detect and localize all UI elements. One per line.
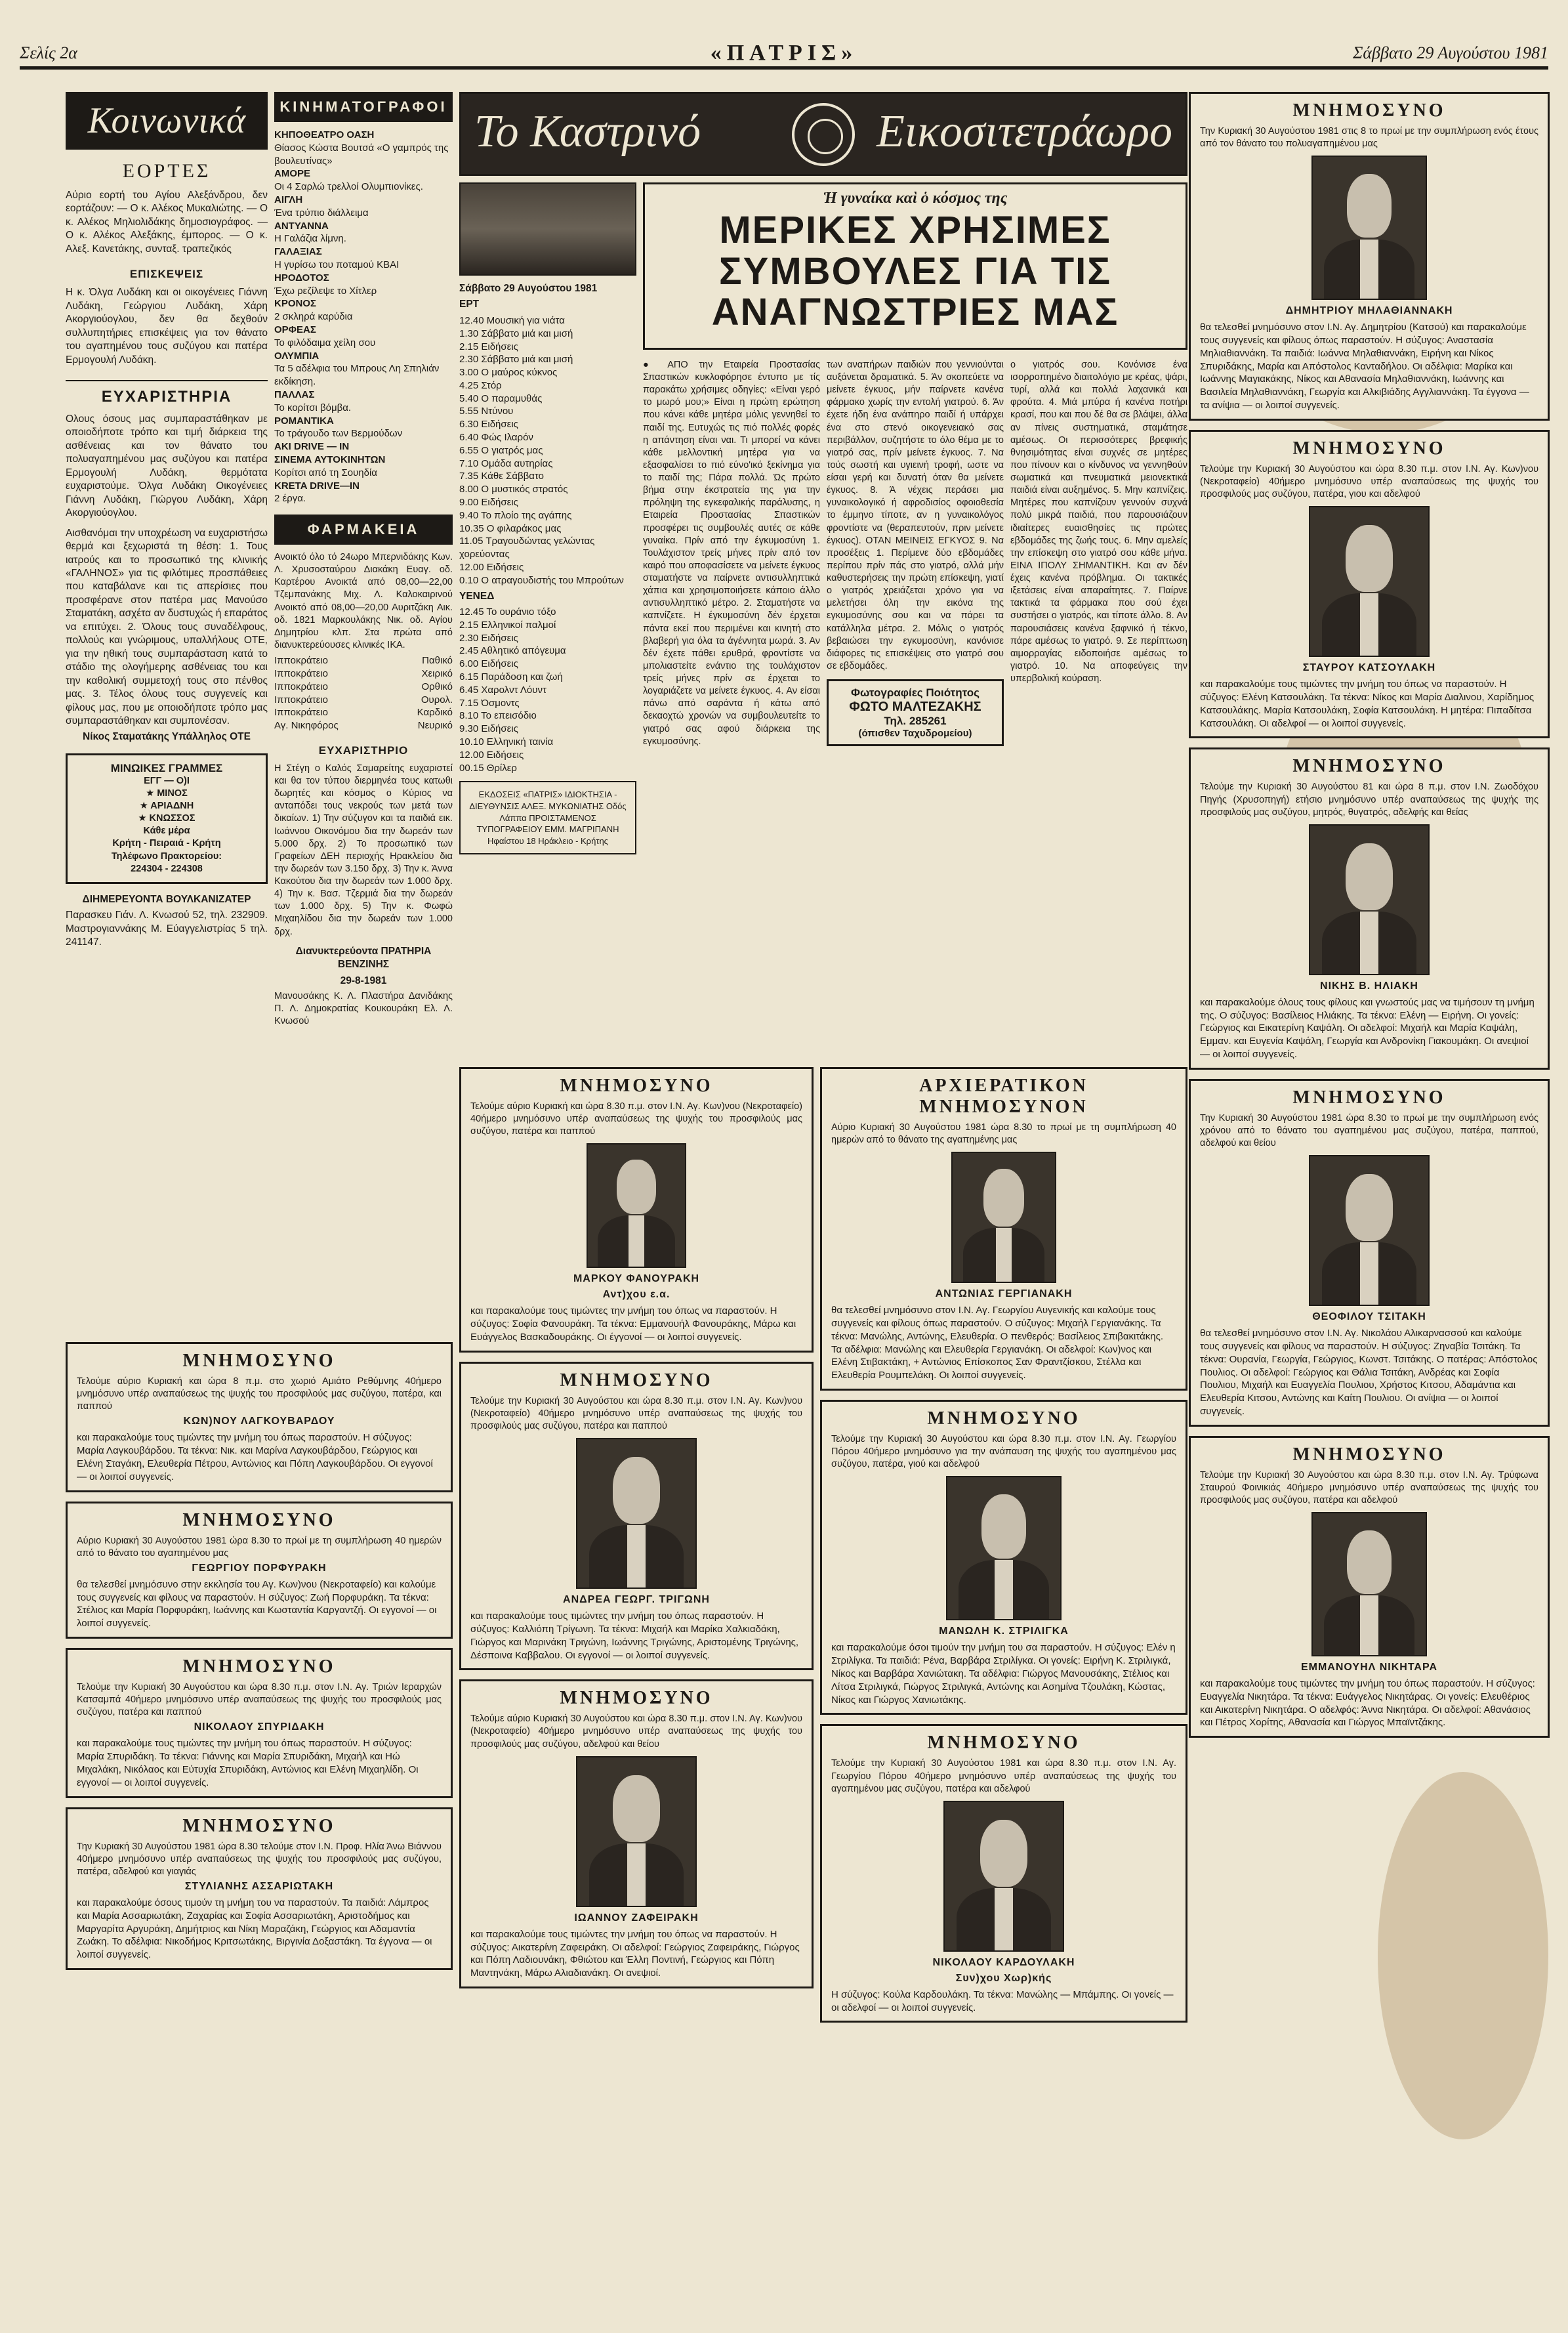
photo-studio-ad	[827, 679, 1004, 746]
cinema-name: ΗΡΟΔΟΤΟΣ	[274, 272, 329, 284]
notice-text: Αύριο Κυριακή 30 Αυγούστου 1981 ώρα 8.30 το πρωί με τη συμπλήρωση 40 ημερών από το θάνατο του αγαπημένου μας	[77, 1535, 442, 1559]
photo-ad-phone: Τηλ. 285261	[884, 715, 947, 727]
social-logo: Κοινωνικά	[66, 92, 268, 150]
portrait-photo	[1311, 1512, 1427, 1656]
fuel-text: Μανουσάκης Κ. Λ. Πλαστήρα Δανιδάκης Π. Λ. Δημοκρατίας Κουκουράκη Ελ. Λ. Κνωσού	[274, 991, 453, 1027]
tv-program: 7.15 Όσμοντς	[459, 697, 520, 709]
ferry-ad-line: Τηλέφωνο Πρακτορείου:	[111, 851, 222, 862]
pharmacy-text: Ανοικτό όλο τό 24ωρο Μπερνιδάκης Κων. Λ. Χρυσοσταύρου Διακάκη Ευαγ. οδ. Καρτέρου Ανοικτά από 08,00—22,00 Τζεμπανάκης Μιχ. Λ. Καλοκαιρινού Ανοικτό από 08,00—20,00 Αυριτζάκη Αικ. οδ. 1821 Μαρκουλάκης Νικ. οδ. Αγίου Δημητρίου κλπ. Στα πρώτα από διανυκτερεύουσες κλινικές ΙΚΑ.	[274, 552, 453, 650]
tv-program: 2.30 Σάββατο μιά και μισή	[459, 354, 573, 366]
notice-title: ΜΝΗΜΟΣΥΝΟ	[560, 1688, 713, 1709]
women-article	[643, 182, 1187, 1062]
deceased-name: ΣΤΥΛΙΑΝΗΣ ΑΣΣΑΡΙΩΤΑΚΗ	[184, 1880, 334, 1892]
article-col-3: ο γιατρός σου. Κονόνισε ένα ισορροπημένο διαιτολόγιο με κρέας, ψάρι, τυρί, αλλά και πολλά λαχανικά και φρούτα. 4. Μιά μπύρα ή κανένα ποτήρι κρασί, που και που δέ θα σε βλάψει, άλλα αν πίνεις συστηματικά, σταμάτησε αμέσως. Οι περισσότερες βρεφικής θνησιμότητας είναι συχνές σε μητέρες που πίνουν και ο κίνδυνος να γεννηθούν σωματικά και πνευματικά μειονεκτικά παιδιά είναι αυξημένος. 5. Μην καπνίζεις. Μητέρες που καπνίζουν γεννούν συχνά πολύ μικρά παιδιά, που παρουσιάζουν ιδιαίτερες ευαισθησίες τις πρώτες εβδομάδες της ζωής τους. 6. Μην αμελείς την επίσκεψη στο γιατρό σου κάθε μήνα. ΕΙΝΑ ΙΠΟΛΥ ΣΗΜΑΝΤΙΚΗ. Και αν δέν έχεις κανένα πρόβλημα. Οι τακτικές ιξετάσεις είναι απαραίτητες. 7. Παίρνε τακτικά τα φάρμακα που σού έχει συστήσει ο γιατρός, και τίποτε άλλο. 8. Αν παρουσιάσεις κανένα ξαφνικό ή τέκνο, πάρε αμέσως το γιατρό. 9. Σε περίπτωση αιμορραγίας ειδοποιήσε αμέσως το γιατρό. 10. Να αποφεύγεις την υπερβολική κούραση.	[1010, 359, 1187, 684]
article-col-2: των αναπήρων παιδιών που γεννιούνται αυξάνεται δραματικά. 5. Άν σκοπεύετε να μείνετε έγκυος, μήν παίρνετε κανένα φάρμακο χωρίς την εντολή γιατρού. 6. Άν έχετε ήδη ένα ανάπηρο παιδί ή υπάρχει ένα στο στενό οικογενειακό σας περιβάλλον, συζητήστε το όλο θέμα με το γιατρό σας, πρίν μείνετε έγκυος. 7. Να τούς σωστή και υγιεινή τροφή, ωστε να είσαι γερή και δυνατή όταν θα μείνετε έγκυος. 8. Ά νέχεις περάσει μια γυναικολογικό ή αφροδισίος οφοιοθεσία το έμμηνο τίποτε, αν η γυναικολόγος φροντίστε να (θεραπευτούν, πριν μείνετε έγκυος). ΟΤΑΝ ΜΕΙΝΕΙΣ ΕΓΚΥΟΣ 9. Να προσέξεις 1. Περίμενε δύο εβδομάδες περίπου πρίν πάς στο γιατρό, αλλά μήν καθυστερήσεις την πρώτη επίσκεψη, γιατί ο γιατρός χρειάζεται χρόνο για να μελετήσει όλη την εικόνα της εγκυμοσύνης σου και να πάρει τα κατάλληλα μέτρα. 2. Μόλις ο γιατρός βεβαιώσει την εγκυμοσύνη, κανόνισε διάφορες τις επισκέψεις στο γιατρό σου σε εβδομάδες.	[827, 359, 1004, 671]
memorial-notice	[1189, 1436, 1550, 1738]
deceased-name: ΚΩΝ)ΝΟΥ ΛΑΓΚΟΥΒΑΡΔΟΥ	[183, 1416, 335, 1427]
cinema-film: Η γυρίσω του ποταμού ΚΒΑΙ	[274, 259, 400, 270]
memorial-notice	[820, 1067, 1187, 1391]
article-title: ΜΕΡΙΚΕΣ ΧΡΗΣΙΜΕΣ ΣΥΜΒΟΥΛΕΣ ΓΙΑ ΤΙΣ ΑΝΑΓΝΩΣΤΡΙΕΣ ΜΑΣ	[711, 209, 1119, 334]
notice-title: ΜΝΗΜΟΣΥΝΟ	[927, 1408, 1081, 1429]
tv-program: 8.10 Το επεισόδιο	[459, 710, 537, 722]
center-notices	[459, 1067, 1187, 2032]
notice-text: Τελούμε αύριο Κυριακή 30 Αυγούστου και ώρα 8.30 π.μ. στον Ι.Ν. Αγ. Κων)νου (Νεκροταφείο) 40ήμερο μνημόσυνο υπέρ αναπαύσεως της ψυχής του προσφιλούς μας συζύγου, αδελφού και θείου	[470, 1713, 802, 1750]
relatives-list: και παρακαλούμε τους τιμώντες την μνήμη του όπως να παραστούν. Η σύζυγος: Σοφία Φανουράκη. Τα τέκνα: Εμμανουήλ Φανουράκης, Μάρω και Ευάγγελος Βασκαδουράκης. Οι έγγονοί — οι λοιποί συγγενείς.	[470, 1305, 796, 1343]
tv-program: 12.45 Το ουράνιο τόξο	[459, 606, 556, 618]
masthead	[20, 41, 1548, 70]
deceased-name: ΝΙΚΗΣ Β. ΗΛΙΑΚΗ	[1320, 980, 1418, 992]
tv-program: 2.45 Αθλητικό απόγευμα	[459, 645, 566, 657]
tv-program: 9.30 Ειδήσεις	[459, 723, 518, 735]
tv-program: 0.10 Ο ατραγουδιστής του Μπρούτων	[459, 574, 624, 586]
tv-program: 6.40 Φώς Ιλαρόν	[459, 432, 533, 444]
tv-program: 6.30 Ειδήσεις	[459, 419, 518, 431]
cinema-list	[274, 129, 453, 505]
pharmacy-cell: Ορθικό	[421, 681, 453, 692]
cinema-film: Το φιλόδαιμα χείλη σου	[274, 337, 376, 348]
relatives-list: θα τελεσθεί μνημόσυνο στην εκκλησία του Αγ. Κων)νου (Νεκροταφείο) και καλούμε τους συγγενείς και φίλους να παραστούν. Η σύζυγος: Ζωή Πορφυράκη. Τα τέκνα: Στέλιος και Μαρία Πορφυράκη, Ιωάννης και Κωσταντία Καργαντζή. Οι εγγονοί — οι λοιποί συγγενείς.	[77, 1578, 437, 1629]
notice-text: Τελούμε την Κυριακή 30 Αυγούστου και ώρα 8.30 π.μ. στον Ι.Ν. Αγ. Τρύφωνα Σταυρού Φοινικιάς 40ήμερο μνημόσυνο υπέρ αναπαύσεως της ψυχής του προσφιλούς μας συζύγου, πατέρα και αδελφού	[1200, 1469, 1538, 1505]
relatives-list: και παρακαλούμε όλους τους φίλους και γνωστούς μας να τιμήσουν τη μνήμη της. Ο σύζυγος: Βασίλειος Ηλιάκης. Τα τέκνα: Ελένη — Ειρήνη. Οι γονείς: Γεώργιος και Εικατερίνη Καψάλη. Οι αδελφοί: Μιχαήλ και Μαρία Καψάλη, Εμμαν. και Ευγενία Καψάλη, Γεωργία και Ανδρονίκη Γιακουμάκη. Οι ανεψιοί — οι λοιποί συγγενείς.	[1200, 996, 1535, 1060]
relatives-list: Η σύζυγος: Κούλα Καρδουλάκη. Τα τέκνα: Μανώλης — Μπάμπης. Οι γονείς — οι αδελφοί — οι λοιποί συγγενείς.	[831, 1988, 1174, 2013]
deceased-name: ΓΕΩΡΓΙΟΥ ΠΟΡΦΥΡΑΚΗ	[192, 1562, 327, 1574]
ferry-ad-line: ★ ΚΝΩΣΣΟΣ	[138, 813, 196, 824]
portrait-photo	[1311, 156, 1427, 300]
notice-text: Την Κυριακή 30 Αυγούστου 1981 ώρα 8.30 τελούμε στον Ι.Ν. Προφ. Ηλία Άνω Βιάννου 40ήμερο μνημόσυνο υπέρ αναπαύσεως της ψυχής του προσφιλούς μας συζύγου, πατέρα, αδελφού και γιαγιάς	[77, 1841, 442, 1877]
tv-program: 1.30 Σάββατο μιά και μισή	[459, 327, 573, 339]
tv-title: Σάββατο 29 Αυγούστου 1981	[459, 283, 598, 294]
notice-title: ΜΝΗΜΟΣΥΝΟ	[1292, 100, 1446, 121]
tv-program: 6.55 Ο γιατρός μας	[459, 444, 543, 456]
notice-title: ΜΝΗΜΟΣΥΝΟ	[1292, 1087, 1446, 1108]
memorial-notice	[1189, 430, 1550, 739]
fuel-date: 29-8-1981	[340, 975, 387, 986]
notice-title: ΜΝΗΜΟΣΥΝΟ	[927, 1733, 1081, 1754]
deceased-name: ΕΜΜΑΝΟΥΗΛ ΝΙΚΗΤΑΡΑ	[1300, 1662, 1438, 1673]
visits-title: ΕΠΙΣΚΕΨΕΙΣ	[129, 268, 204, 281]
tv-program: 10.10 Ελληνική ταινία	[459, 736, 554, 748]
photo-ad-name: ΦΩΤΟ ΜΑΛΤΕΖΑΚΗΣ	[849, 700, 981, 714]
thanks-text: Ολους όσους μας συμπαραστάθηκαν με οποιοδήποτε τρόπο και τιμή διάρκεια της ασθένειας και τον θάνατο του πολυαγαπημένου μας συζύγου και πατέρα Ερμογουλή Λυδάκη, θερμότατα ευχαριστούμε. Όλγα Λυδάκη Οικογένειες Γιάννη Λυδάκη, Γιώργου Λυδάκη, Χάρη Ακοργιούογλου.	[66, 413, 268, 519]
notice-title: ΜΝΗΜΟΣΥΝΟ	[1292, 1444, 1446, 1465]
tv-program: 8.00 Ο μυστικός στρατός	[459, 484, 568, 495]
photo-ad-title: Φωτογραφίες Ποιότητος	[851, 686, 980, 699]
deceased-name: ΜΑΡΚΟΥ ΦΑΝΟΥΡΑΚΗ	[573, 1273, 700, 1285]
tv-program: 2.30 Ειδήσεις	[459, 632, 518, 644]
center-top-row	[459, 182, 1187, 1062]
notice-title: ΜΝΗΜΟΣΥΝΟ	[182, 1509, 336, 1530]
cinema-name: ΓΑΛΑΞΙΑΣ	[274, 246, 322, 258]
notice-text: Αύριο Κυριακή 30 Αυγούστου 1981 ώρα 8.30 το πρωί με τη συμπλήρωση 40 ημερών από το θάνατο της αγαπημένης μας	[831, 1122, 1176, 1146]
memorial-notice	[459, 1362, 814, 1671]
pharmacy-row	[274, 681, 453, 694]
cinema-film: Οι 4 Σαρλώ τρελλοί Ολυμπιονίκες.	[274, 181, 423, 193]
tv-program: 6.00 Ειδήσεις	[459, 658, 518, 670]
ferry-ad-line: ★ ΑΡΙΑΔΝΗ	[139, 801, 194, 812]
notice-title: ΜΝΗΜΟΣΥΝΟ	[182, 1351, 336, 1371]
cinema-name: ΡΟΜΑΝΤΙΚΑ	[274, 415, 334, 427]
banner-right-text: Εικοσιτετράωρο	[877, 106, 1172, 157]
portrait-photo	[1309, 824, 1430, 975]
memorial-notice	[66, 1648, 453, 1798]
deceased-rank: Συν)χου Χωρ)κής	[955, 1972, 1052, 1984]
notice-text: Τελούμε την Κυριακή 30 Αυγούστου και ώρα 8.30 π.μ. στον Ι.Ν. Αγ. Κων)νου (Νεκροταφείο) 40ήμερο μνημόσυνο υπέρ αναπαύσεως της ψυχής του προσφιλούς μας συζύγου, πατέρα, γιου και αδελφού	[1200, 463, 1538, 500]
fuel-title: Διανυκτερεύοντα ΠΡΑΤΗΡΙΑ ΒΕΝΖΙΝΗΣ	[295, 945, 432, 971]
relatives-list: και παρακαλούμε τους τιμώντες την μνήμη του όπως παραστούν. Η σύζυγος: Ευαγγελία Νικητάρα. Τα τέκνα: Ευάγγελος Νικητάρας. Οι γονείς: Ελευθέριος και Αικατερίνη Νικητάρα. Ο αδελφός: Άννα Νικητάρα. Οι αδελφοί: Αθανάσιος και Πέτρος Χορίτης, Αθανασία και Γιώργος Μπαϊντζάκης.	[1200, 1678, 1535, 1729]
twenty-four-hour-banner	[459, 92, 1187, 176]
relatives-list: και παρακαλούμε τους τιμώντες την μνήμη του όπως να παραστούν. Η σύζυγος: Ελένη Κατσουλάκη. Τα τέκνα: Νίκος και Μαρία Διαλινου, Χαρίδημος Κατσουλάκης. Μαρία Κατσουλάκη, Σοφία Κατσουλάκη. Η μητέρα: Πιπαδίτσα Κατσουλάκη. Οι αδελφοί — οι λοιποί συγγενείς.	[1200, 679, 1535, 729]
tv-channel: ΕΡΤ	[459, 299, 480, 310]
relatives-list: και παρακαλούμε τους τιμώντες την μνήμη του όπως παραστούν. Η σύζυγος: Μαρία Λαγκουβάρδου. Τα τέκνα: Νικ. και Μαρίνα Λαγκουβάρδου, Γεώργιος και Ελένη Σταγάκη, Ελευθερία Πέτρου, Αντώνιος και Πόπη Λαγκουβάρδου. Οι εγγονοί — οι λοιποί συγγενείς.	[77, 1432, 433, 1482]
notice-text: Τελούμε την Κυριακή 30 Αυγούστου 81 και ώρα 8 π.μ. στον Ι.Ν. Ζωοδόχου Πηγής (Χρυσοπηγή) ετήσιο μνημόσυνο υπέρ αναπαύσεως της ψυχής της προσφιλούς μας συζύγου, μητρός, θυγατρός, αδελφής και θείας	[1200, 782, 1538, 818]
ferry-ad-line: ΕΓΓ — Ο)Ι	[144, 775, 190, 786]
relatives-list: και παρακαλούμε τους τιμώντες την μνήμη του όπως να παραστούν. Η σύζυγος: Αικατερίνη Ζαφειράκη. Οι αδελφοί: Γεώργιος Ζαφειράκης, Γιώργος και Πόπη Λαδιουνάκη, Φθιώτου και Έλλη Ποντινή, Γεώργιος και Πόπη Μαντηνάκη, Μάρω Αλιαδιανάκη. Οι ανεψιοί.	[470, 1928, 800, 1979]
cinema-film: 2 σκληρά καρύδια	[274, 311, 353, 323]
tv-program: 12.00 Ειδήσεις	[459, 562, 524, 574]
pharmacy-row	[274, 706, 453, 719]
relatives-list: και παρακαλούμε όσους τιμούν τη μνήμη του να παραστούν. Τα παιδιά: Λάμπρος και Μαρία Ασσαριωτάκη, Ζαχαρίας και Σοφία Ασσαριωτάκη, Αριστοδήμος και Μαργαρίτα Αργυράκη, Δημήτριος και Νίκη Μαραζάκη, Γεώργιος και Αδαμαντία Ζωάκη. Το αδέλφια: Νικοδήμος Κριτσωτάκης, Βιργινία Δοξαστάκη. Τα έγγονα — οι λοιποί συγγενείς.	[77, 1897, 432, 1961]
photo-ad-address: (όπισθεν Ταχυδρομείου)	[858, 728, 972, 739]
publisher-box: ΕΚΔΟΣΕΙΣ «ΠΑΤΡΙΣ» ΙΔΙΟΚΤΗΣΙΑ - ΔΙΕΥΘΥΝΣΙΣ ΑΛΕΞ. ΜΥΚΩΝΙΑΤΗΣ Οδός Λάππα ΠΡΟΙΣΤΑΜΕΝΟΣ ΤΥΠΟΓΡΑΦΕΙΟΥ ΕΜΜ. ΜΑΓΡΙΠΑΝΗ Ηφαίστου 18 Ηράκλειο - Κρήτης	[459, 781, 636, 854]
tv-program: 7.35 Κάθε Σάββατο	[459, 471, 544, 482]
tv-program: 12.40 Μουσική για νιάτα	[459, 314, 565, 326]
portrait-photo	[576, 1438, 697, 1589]
cinema-film: Το τράγουδο των Βερμούδων	[274, 428, 403, 440]
tv-schedule-2	[459, 606, 636, 774]
memorial-notice	[1189, 747, 1550, 1069]
relatives-list: θα τελεσθεί μνημόσυνο στον Ι.Ν. Αγ. Γεωργίου Αυγενικής και καλούμε τους συγγενείς και φίλους όπως παραστούν. Ο σύζυγος: Μιχαήλ Γεργιανάκης. Τα τέκνα: Μανώλης, Αντώνης, Ελευθερία. Ο πενθερός: Βασίλειος Σπιβακιτάκης. Τα αδέλφια: Μανώλης και Ελευθερία Γεργιανάκη. Οι αδελφοί: Κων)νος και Ελένη Στιβακτάκη, + Αντώνιος Επίσκοπος Σαν Φραντζίσκου, Στέλλα και Ελευθερία Ρουμπελάκη. Οι λοιποί συγγενείς.	[831, 1305, 1164, 1381]
portrait-photo	[951, 1152, 1056, 1283]
notice-title: ΑΡΧΙΕΡΑΤΙΚΟΝ ΜΝΗΜΟΣΥΝΟΝ	[919, 1076, 1088, 1117]
memorial-notice	[66, 1342, 453, 1492]
cinema-film: Η Γαλάζια λίμνη.	[274, 233, 346, 245]
ferry-ad-title: ΜΙΝΩΙΚΕΣ ΓΡΑΜΜΕΣ	[110, 761, 223, 774]
thanks2-text: Αισθανόμαι την υποχρέωση να ευχαριστήσω θερμά και ξεχωριστά τη θέση: 1. Τους ιατρούς και το προσωπικό της κλινικής «ΓΑΛΗΝΟΣ» για τις φιλότιμες προσπάθειες που καταβάλανε και τις απερίσιες που προσφέρανε στον πατέρα μας Μανούσο Σταματάκη, ασχέτα αν δυστυχώς ή επαράτος να επιτύχει. 2. Όλους τους συναδέλφους, πολλούς και γνώριμους, υπαλλήλους ΟΤΕ, για την ηθική τους συμπαράσταση κατά το στάδιο της ολογήμερης ασθένειας του και την καθολική συμμετοχή τους στο πένθος μας. 3. Τέλος όλους τους συγγενείς και φίλους μας, που με οποιοδήποτε τρόπο μας συμπαραστάθηκαν και συμπονέσαν.	[66, 527, 268, 726]
notice-text: Την Κυριακή 30 Αυγούστου 1981 στις 8 το πρωί με την συμπλήρωση ενός έτους από τον θάνατο του πολυαγαπημένου μας	[1200, 126, 1538, 150]
tv-program: 12.00 Ειδήσεις	[459, 749, 524, 761]
notices-left	[66, 1342, 453, 1979]
cinema-film: Ένα τρύπιο διάλλειμα	[274, 207, 369, 219]
relatives-list: θα τελεσθεί μνημόσυνο στον Ι.Ν. Αγ. Νικολάου Αλικαρνασσού και καλούμε τους συγγενείς και φίλους να παραστούν. Η σύζυγος: Ζηναβία Τσιτάκη. Τα τέκνα: Ουρανία, Γεωργία, Γεώργιος, Κωνστ. Τσιτάκης. Ο πατέρας: Απόστολος Πουλιος. Οι αδελφοί: Γεώργιος και Θάλια Τσιτάκη, Ανδρέας και Σοφία Πουλιου, Μιχαήλ και Ευαγγελία Πουλιου, Χρήστος Κιτσου, Αδαμάντια και Ελευθερία Κιτσου, Αντώνης και Καίτη Πουλιου. Οι ανίψια — οι λοιποί συγγενείς.	[1200, 1328, 1538, 1417]
pharmacy-cell: Νευρικό	[417, 720, 453, 732]
tv-program: 10.35 Ο φιλαράκος μας	[459, 522, 562, 534]
deceased-name: ΑΝΤΩΝΙΑΣ ΓΕΡΓΙΑΝΑΚΗ	[935, 1288, 1073, 1300]
pharmacy-cell: Ουρολ.	[421, 694, 453, 705]
column-center	[459, 92, 1187, 2307]
tv-program: 2.15 Ειδήσεις	[459, 341, 518, 352]
relatives-list: και παρακαλούμε τους τιμώντες την μνήμη του όπως παραστούν. Η σύζυγος: Καλλιόπη Τρίγωνη. Τα τέκνα: Μιχαήλ και Μαρίκα Χαλκιαδάκη, Γιώργος και Μαρινάκη Τριγώνη, Ιωάννης Τριγώνης, Αριστομένης Τριγώνης, Δέσποινα Καββαλου. Οι εγγονοί — οι λοιποί συγγενείς.	[470, 1610, 799, 1661]
ferry-ad-line: 224304 - 224308	[131, 863, 203, 874]
cinema-name: ΟΡΦΕΑΣ	[274, 324, 316, 335]
notice-text: Τελούμε την Κυριακή 30 Αυγούστου 1981 και ώρα 8.30 π.μ. στον Ι.Ν. Αγ. Γεωργίου Πόρου 40ήμερο μνημόσυνο υπέρ αναπαύσεως της ψυχής του αγαπημένου μας συζύγου, πατέρα και αδελφού	[831, 1758, 1176, 1794]
city-emblem-icon	[792, 103, 855, 166]
tv-program: 00.15 Θρίλερ	[459, 762, 517, 774]
tv-schedule	[459, 314, 636, 587]
page-number: Σελίς 2α	[20, 43, 77, 62]
tv-program: 5.55 Ντύνου	[459, 406, 514, 417]
portrait-photo	[1309, 1155, 1430, 1306]
tv-landscape-image	[459, 182, 636, 276]
notice-title: ΜΝΗΜΟΣΥΝΟ	[182, 1815, 336, 1836]
memorial-notice	[66, 1502, 453, 1639]
cinema-film: Το κορίτσι βόμβα.	[274, 402, 352, 413]
cinema-name: ΑΝΤΥΑΝΝΑ	[274, 220, 329, 232]
cinema-name: ΣΙΝΕΜΑ ΑΥΤΟΚΙΝΗΤΩΝ	[274, 453, 386, 465]
cinema-name: ΠΑΛΛΑΣ	[274, 389, 315, 400]
cinema-film: Κορίτσι από τη Σουηδία	[274, 467, 377, 478]
memorial-notice	[1189, 92, 1550, 421]
tv-program: 3.00 Ο μαύρος κύκνος	[459, 367, 558, 379]
tire-repair-title: ΔΙΗΜΕΡΕΥΟΝΤΑ ΒΟΥΛΚΑΝΙΖΑΤΕΡ	[82, 893, 251, 905]
deceased-name: ΝΙΚΟΛΑΟΥ ΣΠΥΡΙΔΑΚΗ	[194, 1721, 325, 1733]
notice-text: Τελούμε αύριο Κυριακή και ώρα 8 π.μ. στο χωριό Αμιάτο Ρεθύμνης 40ήμερο μνημόσυνο υπέρ αναπαύσεως της ψυχής του προσφιλούς μας συζύγου, πατέρα, και παππού	[77, 1376, 442, 1412]
notices-center-right	[820, 1067, 1187, 2032]
portrait-photo	[1309, 506, 1430, 657]
cinema-film: Θίασος Κώστα Βουτσά «Ο γαμπρός της βουλευτίνας»	[274, 142, 449, 167]
cinema-name: ΑΙΓΛΗ	[274, 194, 303, 205]
cinema-name: ΑΜΟΡΕ	[274, 168, 311, 180]
relatives-list: και παρακαλούμε όσοι τιμούν την μνήμη του σα παραστούν. Η σύζυγος: Ελέν η Στριλίγκα. Τα παιδιά: Ρένα, Βαρβάρα Στριλίγκα. Οι γονείς: Ειρήνη Κ. Στριλιγκά, Νίκος και Βαρβάρα Χανιώτακη. Τα αδέλφια: Γιώργος Μανουσάκης, Στέλιος και Λίτσα Στριλιγκά, Γιώργος Στριλιγκά, Αντώνης και Ασημίνα Τζουλάκη, Κώστας, Νίκος και Γιώργος Χανιωτάκης.	[831, 1642, 1176, 1706]
cinema-name: ΚΗΠΟΘΕΑΤΡΟ ΟΑΣΗ	[274, 129, 375, 140]
cinema-film: Έχω ρεζίλεψε το Χίτλερ	[274, 285, 377, 297]
cinema-name: ΑΚΙ DRIVE — IN	[274, 441, 350, 453]
tv-program: 2.15 Ελληνικοί παλμοί	[459, 619, 556, 631]
portrait-photo	[576, 1756, 697, 1907]
memorial-notice	[1189, 1079, 1550, 1427]
notice-text: Τελούμε την Κυριακή 30 Αυγούστου και ώρα 8.30 π.μ. στον Ι.Ν. Αγ. Γεωργίου Πόρου 40ήμερο μνημόσυνο για την ανάπαυση της ψυχής του αγαπημένου μας συζύγου, πατέρα, γιού και αδελφού	[831, 1434, 1176, 1470]
tv-program: 6.45 Χαρολντ Λόυντ	[459, 684, 547, 696]
portrait-photo	[943, 1801, 1064, 1952]
notice-title: ΜΝΗΜΟΣΥΝΟ	[182, 1656, 336, 1677]
article-body	[643, 359, 1187, 755]
relatives-list: θα τελεσθεί μνημόσυνο στον Ι.Ν. Αγ. Δημητρίου (Κατσού) και παρακαλούμε τους συγγενείς και φίλους όπως παραστούν. Η σύζυγος: Αναστασία Μηλιαθιαννάκη. Τα παιδιά: Ιωάννα Μηλαθιαννάκη, Ειρήνη και Νίκος Σπυριδάκης, Μαρία και Απόστολος Κανταδήλου. Οι αδέλφια: Μαρίκα και Ιωάννης Μαγιακάκης, Νίκος και Αθανασία Μηλαθιαννάκη, Ιωάννης και Βασιλεία Μηλαθιαννάκη, Γεωργία και Αλκιβιάδης Αγγλιαννάκη. Τα έγγονα — τα ανίψια — οι λοιποί συγγενείς.	[1200, 322, 1529, 411]
memorial-notice	[820, 1400, 1187, 1715]
cinema-title: ΚΙΝΗΜΑΤΟΓΡΑΦΟΙ	[274, 92, 453, 122]
notice-text: Τελούμε αύριο Κυριακή και ώρα 8.30 π.μ. στον Ι.Ν. Αγ. Κων)νου (Νεκροταφείο) 40ήμερο μνημόσυνο υπέρ αναπαύσεως της ψυχής του προσφιλούς μας συζύγου, πατέρα και παππού	[470, 1101, 802, 1137]
feasts-text: Αύριο εορτή του Αγίου Αλεξάνδρου, δεν εορτάζουν: — Ο κ. Αλέκος Μυκαλιώτης. — Ο κ. Αλέκος Μηλιολιδάκης δημοσιογράφος. — Ο κ. Αλέκος Αλεξάκης, έμπορος. — Ο κ. Αλεξ. Κανετάκης, συνταξ. τραπεζικός	[66, 190, 268, 255]
pharmacy-cell: Καρδικό	[417, 707, 453, 719]
article-col-2-wrap	[827, 359, 1004, 755]
cinema-name: KRETA DRIVE—IN	[274, 480, 360, 492]
tv-program: 11.05 Τραγουδώντας γελώντας χορεύοντας	[459, 536, 595, 560]
tv-program: 6.15 Παράδοση και ζωή	[459, 671, 563, 683]
notice-title: ΜΝΗΜΟΣΥΝΟ	[560, 1370, 713, 1391]
tv-program: 7.10 Ομάδα αυτηρίας	[459, 457, 553, 469]
tire-repair-text: Παρασκευ Γιάν. Λ. Κνωσού 52, τηλ. 232909. Μαστρογιαννάκης Μ. Εύαγγελιστρίας 5 τηλ. 241147.	[66, 910, 268, 948]
deceased-name: ΑΝΔΡΕΑ ΓΕΩΡΓ. ΤΡΙΓΩΝΗ	[563, 1594, 710, 1606]
thanks-title: ΕΥΧΑΡΙΣΤΗΡΙΑ	[66, 380, 268, 406]
issue-date: Σάββατο 29 Αυγούστου 1981	[1352, 43, 1548, 62]
charity-thanks-text: Η Στέγη ο Καλός Σαμαρείτης ευχαριστεί και θα τον τύπου διερμηνέα τους κατωθι δωρητές και κόσμος ο Κύριος να ανταπόδει τους νεκρούς των μετά των δικαίων. 1) Την σύζυγον και τα παιδιά εικ. Ιωάννου Οικονόμου δια την δωρεάν των 5.000 δρχ. 2) Το προσωπικό των Γραφείων ΔΕΗ περιοχής Ηρακλείου δια την δωρεάν των 3.150 δρχ. 3) Την κ. Άννα Κακούτου δια την δωρεάν των 1.000 δρχ. 4) Την κ. Βασ. Τζερμιά δια την δωρεάν των 1.000 δρχ. 5) Την κ. Φωφώ Μιχαηλίδου δια την δωρεάν των 1.000 δρχ.	[274, 763, 453, 937]
pharmacy-cell: Ιπποκράτειο	[274, 667, 328, 679]
portrait-photo	[587, 1143, 686, 1268]
article-head	[643, 182, 1187, 350]
notice-title: ΜΝΗΜΟΣΥΝΟ	[1292, 756, 1446, 777]
column-right-notices	[1189, 92, 1550, 2307]
paper-title: «ΠΑΤΡΙΣ»	[710, 41, 858, 65]
cinema-film: Τα 5 αδέλφια του Μπρους Λη Σπηλιάν εκδίκηση.	[274, 363, 440, 388]
pharmacy-row	[274, 667, 453, 681]
tv-channel-2: ΥΕΝΕΔ	[459, 590, 495, 602]
pharmacy-row	[274, 694, 453, 707]
notices-center-left	[459, 1067, 814, 2032]
notice-text: Τελούμε την Κυριακή 30 Αυγούστου και ώρα 8.30 π.μ. στον Ι.Ν. Αγ. Κων)νου (Νεκροταφείο) 40ήμερο μνημόσυνο υπέρ αναπαύσεως της ψυχής του προσφιλούς μας συζύγου, πατέρα και παππού	[470, 1395, 802, 1432]
ferry-ad	[66, 753, 268, 884]
pharmacy-table	[274, 654, 453, 732]
notice-title: ΜΝΗΜΟΣΥΝΟ	[1292, 438, 1446, 459]
tv-program: 9.00 Ειδήσεις	[459, 497, 518, 509]
deceased-rank: Αντ)χου ε.α.	[602, 1289, 671, 1301]
deceased-name: ΜΑΝΩΛΗ Κ. ΣΤΡΙΛΙΓΚΑ	[939, 1626, 1069, 1637]
pharmacy-row	[274, 719, 453, 732]
feasts-title: ΕΟΡΤΕΣ	[122, 160, 211, 182]
deceased-name: ΔΗΜΗΤΡΙΟΥ ΜΗΛΑΘΙΑΝΝΑΚΗ	[1285, 305, 1453, 317]
notice-text: Την Κυριακή 30 Αυγούστου 1981 ώρα 8.30 το πρωί με την συμπλήρωση ενός χρόνου από το θάνατο του αγαπημένου μας συζύγου, πατέρα, παππού, αδελφού και θείου	[1200, 1112, 1538, 1148]
pharmacy-title: ΦΑΡΜΑΚΕΙΑ	[274, 515, 453, 545]
memorial-notice	[66, 1807, 453, 1970]
memorial-notice	[459, 1067, 814, 1353]
pharmacy-cell: Ιπποκράτειο	[274, 655, 328, 667]
tv-column	[459, 182, 636, 1062]
ferry-ad-line: ★ ΜΙΝΟΣ	[146, 788, 188, 799]
deceased-name: ΣΤΑΥΡΟΥ ΚΑΤΣΟΥΛΑΚΗ	[1302, 662, 1436, 674]
cinema-name: ΟΛΥΜΠΙΑ	[274, 350, 320, 362]
article-kicker: Ἡ γυναίκα καὶ ὁ κόσμος της	[823, 190, 1008, 207]
notice-text: Τελούμε την Κυριακή 30 Αυγούστου και ώρα 8.30 π.μ. στον Ι.Ν. Αγ. Τριών Ιεραρχών Κατσαμπά 40ήμερο μνημόσυνο υπέρ αναπαύσεως της ψυχής του προσφιλούς μας συζύγου, πατέρα και παππού	[77, 1682, 442, 1718]
deceased-name: ΙΩΑΝΝΟΥ ΖΑΦΕΙΡΑΚΗ	[574, 1912, 699, 1923]
cinema-name: ΚΡΟΝΟΣ	[274, 298, 317, 310]
pharmacy-row	[274, 654, 453, 667]
thanks2-signature: Νίκος Σταματάκης Υπάλληλος ΟΤΕ	[83, 731, 251, 743]
deceased-name: ΝΙΚΟΛΑΟΥ ΚΑΡΔΟΥΛΑΚΗ	[932, 1956, 1075, 1968]
tv-program: 4.25 Στόρ	[459, 379, 502, 391]
pharmacy-cell: Αγ. Νικηφόρος	[274, 720, 339, 732]
memorial-notice	[459, 1679, 814, 1988]
ferry-ad-line: Κρήτη - Πειραιά - Κρήτη	[112, 838, 221, 849]
notice-title: ΜΝΗΜΟΣΥΝΟ	[560, 1076, 713, 1096]
deceased-name: ΘΕΟΦΙΛΟΥ ΤΣΙΤΑΚΗ	[1312, 1311, 1426, 1323]
memorial-notice	[820, 1724, 1187, 2023]
article-col-1: ● ΑΠΟ την Εταιρεία Προστασίας Σπαστικών κυκλοφόρησε έντυπο με τίς παρακάτω χρήσιμες οδηγίες: «Είναι γερό το μωρό μου;» Είναι η πρώτη ερώτηση που κάνει κάθε μητέρα μόλις γεννηθεί το παιδί της. Ευτυχώς τις πιό πολλές φορές η απάντηση είναι ναι. Τι μπορεί να κάνει κάθε μελλοντική μητέρα για να εξασφαλίσει το πιό εύνο'ικό ξεκίνημα για το παιδί της; Πάρα πολλά. Ώς πρώτο βήμα στην έκστρατεία της για την πρόληψη της εγκεφαλικής παράλυσης, η Εταιρεία Προστασίας Σπαστικών προσφέρει τις συμβουλές αυτές σε κάθε γυναίκα. Πρίν από την έγκυμοσύνη 1. Τουλάχιστον τρείς μήνες πρίν από τον καιρό που αποφασίσετε να μείνετε έγκυος σταματήστε να παίρνετε αντισυλληπτικά χάπια και χρησιμοποιήσετε κάποιο άλλο αντισυλληπτικό μέτρο. 2. Σταματήστε να καπνίζετε. Η έγκυμοσύνη δέν έρχεται πάντα εκεί που περιμένει και κινητή στο βλαβερή για όλα τα άγέννητα μωρά. 3. Αν δέν έχετε πάθει ερυθρά, φροντίστε να μπολιαστείτε ενάντιο της τουλάχιστον τρείς μήνες πρίν σε έρχεται το λογαριάζετε να μείνετε έγκυος. 4. Αν είσαι πάνω από σαράντα ή κάτω από δεκαοχτώ χρονών να συμβουλευτείτε το γιατρό σας αφού διάρκεια της εγκυμοσύνης.	[643, 359, 820, 747]
tv-program: 5.40 Ο παραμυθάς	[459, 392, 543, 404]
visits-text: Η κ. Όλγα Λυδάκη και οι οικογένειες Γιάννη Λυδάκη, Γεώργιου Λυδάκη, Χάρη Ακοργιούογλου, δεν θα δεχθούν συλλυπητήριες επισκέψεις για τον θάνατο του αγαπημένου τους συζύγου και πατέρα Ερμογουλή Λυδάκη.	[66, 287, 268, 366]
charity-thanks-title: ΕΥΧΑΡΙΣΤΗΡΙΟ	[318, 744, 409, 757]
pharmacy-cell: Παθικό	[422, 655, 453, 667]
cinema-film: 2 έργα.	[274, 493, 306, 505]
pharmacy-cell: Ιπποκράτειο	[274, 681, 328, 692]
relatives-list: και παρακαλούμε τους τιμώντες την μνήμη του όπως παραστούν. Η σύζυγος: Μαρία Σπυριδάκη. Τα τέκνα: Γιάννης και Μαρία Σπυριδάκη, Μιχαήλ και Ηώ Μιχαλάκη, Νικόλαος και Εύτυχία Σπυριδάκη, Αντώνιος και Ελένη Μιχαηλίδη. Οι εγγονοί — οι λοιποί συγγενείς.	[77, 1738, 419, 1788]
ferry-ad-line: Κάθε μέρα	[143, 826, 190, 837]
banner-left-text: Το Καστρινό	[474, 106, 701, 157]
pharmacy-cell: Ιπποκράτειο	[274, 707, 328, 719]
tv-program: 9.40 Το πλοίο της αγάπης	[459, 509, 572, 521]
pharmacy-cell: Χειρικό	[421, 667, 453, 679]
pharmacy-cell: Ιπποκράτειο	[274, 694, 328, 705]
portrait-photo	[946, 1476, 1062, 1620]
